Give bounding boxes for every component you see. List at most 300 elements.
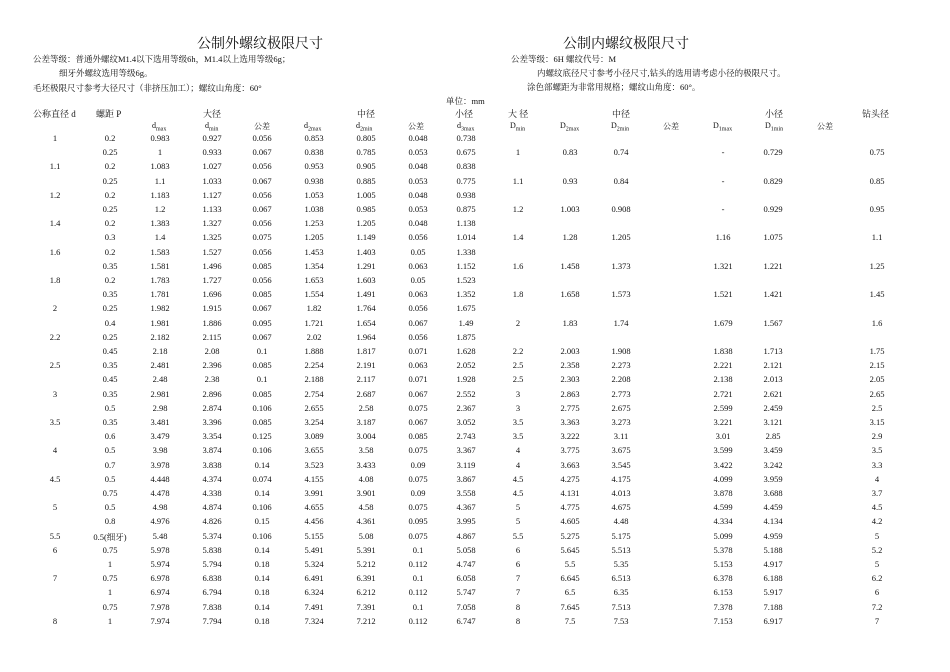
- cell-Dmin: 7: [515, 587, 521, 598]
- cell-D2max: 2.863: [560, 388, 580, 399]
- cell-D1min: 4.459: [763, 502, 783, 513]
- cell-pitch: 0.2: [104, 275, 116, 285]
- cell-d3max: 0.938: [456, 189, 476, 200]
- cell-tol-pitch: 0.048: [408, 189, 428, 200]
- cell-dmax: 1.783: [150, 275, 170, 285]
- cell-dmin: 6.794: [202, 587, 222, 598]
- cell-dmax: 3.481: [150, 417, 170, 427]
- cell-D1min: 1.421: [763, 289, 783, 300]
- cell-d2min: 0.905: [356, 161, 376, 172]
- cell-dmin: 0.927: [202, 133, 222, 143]
- cell-dmax: 1.982: [150, 303, 170, 314]
- cell-tol-major: 0.085: [252, 360, 272, 371]
- cell-d2max: 1.038: [304, 204, 324, 214]
- sub-D1max: $D_{1max}$: [713, 121, 733, 133]
- header-pitch-dia: 中径: [357, 109, 376, 119]
- cell-tol-major: 0.18: [254, 587, 270, 598]
- cell-D2max: 0.83: [562, 147, 578, 158]
- cell-D2min: 5.513: [611, 544, 631, 555]
- header-int-pitch: 中径: [612, 109, 631, 119]
- unit-label: 单位：mm: [446, 96, 485, 106]
- cell-D2max: 1.658: [560, 289, 580, 300]
- cell-d2min: 7.391: [356, 601, 376, 612]
- cell-tol-pitch: 0.067: [408, 317, 428, 328]
- cell-dmin: 2.896: [202, 388, 222, 399]
- cell-dmin: 1.915: [202, 303, 222, 314]
- cell-dmin: 4.826: [202, 516, 222, 527]
- cell-D1max: 2.599: [713, 402, 733, 413]
- cell-d2max: 2.02: [306, 331, 322, 342]
- cell-tol-pitch: 0.063: [408, 289, 428, 300]
- cell-D1max: 4.099: [713, 473, 733, 484]
- sub-tol-2: 公差: [408, 122, 424, 131]
- cell-D2min: 1.573: [611, 289, 631, 300]
- cell-dmin: 7.794: [202, 615, 222, 626]
- cell-Dmin: 4.5: [512, 473, 524, 484]
- cell-tol-major: 0.067: [252, 331, 272, 342]
- cell-D2min: 0.84: [613, 175, 629, 186]
- cell-d2min: 1.764: [356, 303, 376, 314]
- sub-tol-1: 公差: [254, 122, 270, 131]
- cell-d2max: 5.324: [304, 559, 324, 569]
- cell-d3max: 5.747: [456, 587, 476, 598]
- cell-d2min: 4.58: [358, 502, 374, 513]
- cell-tol-major: 0.15: [254, 516, 270, 527]
- cell-pitch: 0.2: [104, 218, 116, 229]
- cell-D2max: 5.275: [560, 530, 580, 541]
- cell-dmin: 6.838: [202, 573, 222, 584]
- sub-D2min: $D_{2min}$: [611, 121, 630, 133]
- cell-dmax: 3.479: [150, 431, 170, 442]
- sub-D1min: $D_{1min}$: [765, 121, 784, 133]
- cell-drill: 2.05: [869, 374, 885, 385]
- cell-d2max: 0.838: [304, 147, 324, 158]
- cell-pitch: 1: [107, 559, 113, 569]
- cell-d2max: 2.188: [304, 374, 324, 385]
- cell-d2max: 5.491: [304, 544, 324, 555]
- cell-d2max: 1.453: [304, 246, 324, 257]
- cell-d2min: 6.391: [356, 573, 376, 584]
- cell-tol-pitch: 0.075: [408, 530, 428, 541]
- cell-D2min: 7.513: [611, 601, 631, 612]
- cell-d2max: 1.653: [304, 275, 324, 285]
- cell-nominal: 2.2: [49, 331, 61, 342]
- cell-dmax: 4.448: [150, 473, 170, 484]
- cell-dmin: 5.374: [202, 530, 222, 541]
- cell-dmin: 3.874: [202, 445, 222, 456]
- cell-d2min: 3.004: [356, 431, 376, 442]
- cell-tol-pitch: 0.112: [408, 615, 428, 626]
- cell-drill: 1.45: [869, 289, 885, 300]
- cell-d3max: 5.058: [456, 544, 476, 555]
- sub-dmin: $d_{min}$: [205, 121, 219, 133]
- cell-pitch: 0.35: [102, 360, 118, 371]
- cell-tol-major: 0.075: [252, 232, 272, 243]
- sub-dmax: $d_{max}$: [152, 121, 167, 133]
- cell-pitch: 0.25: [102, 331, 118, 342]
- cell-dmin: 3.354: [202, 431, 222, 442]
- cell-nominal: 3: [52, 388, 58, 399]
- cell-tol-major: 0.18: [254, 615, 270, 626]
- cell-drill: 5: [874, 530, 880, 541]
- cell-D2max: 5.5: [564, 559, 576, 569]
- cell-d3max: 3.867: [456, 473, 476, 484]
- cell-drill: 0.75: [869, 147, 885, 158]
- cell-d3max: 2.552: [456, 388, 476, 399]
- cell-dmin: 1.496: [202, 260, 222, 271]
- cell-Dmin: 3.5: [512, 417, 524, 427]
- cell-tol-major: 0.095: [252, 317, 272, 328]
- cell-d2max: 6.324: [304, 587, 324, 598]
- cell-tol-major: 0.067: [252, 147, 272, 158]
- cell-tol-major: 0.056: [252, 218, 272, 229]
- cell-d2max: 1.888: [304, 346, 324, 356]
- cell-dmax: 7.978: [150, 601, 170, 612]
- cell-dmax: 2.18: [152, 346, 168, 356]
- cell-d3max: 4.747: [456, 559, 476, 569]
- cell-dmin: 5.794: [202, 559, 222, 569]
- cell-tol-pitch: 0.063: [408, 260, 428, 271]
- cell-d2min: 2.58: [358, 402, 374, 413]
- cell-D1max: 6.378: [713, 573, 733, 584]
- cell-d2min: 2.191: [356, 360, 376, 371]
- cell-D2max: 3.222: [560, 431, 580, 442]
- cell-Dmin: 6: [515, 544, 521, 555]
- cell-Dmin: 1.6: [512, 260, 524, 271]
- cell-pitch: 0.35: [102, 417, 118, 427]
- cell-pitch: 0.5: [104, 402, 116, 413]
- left-note-1: 公差等级：普通外螺纹M1.4以下选用等级6h，M1.4以上选用等级6g；: [33, 54, 291, 64]
- cell-tol-major: 0.14: [254, 601, 270, 612]
- cell-D2min: 1.373: [611, 260, 631, 271]
- cell-D1min: 5.917: [763, 587, 783, 598]
- cell-drill: 4: [874, 473, 880, 484]
- cell-D1min: 4.134: [763, 516, 783, 527]
- cell-pitch: 0.25: [102, 175, 118, 186]
- cell-dmax: 7.974: [150, 615, 170, 626]
- cell-D2min: 3.545: [611, 459, 631, 470]
- cell-nominal: 2.5: [49, 360, 61, 371]
- cell-d2max: 7.491: [304, 601, 324, 612]
- cell-Dmin: 2.5: [512, 360, 524, 371]
- cell-d3max: 3.558: [456, 488, 476, 498]
- cell-d3max: 1.138: [456, 218, 476, 229]
- cell-tol-pitch: 0.067: [408, 388, 428, 399]
- sub-d3max: $d_{3max}$: [457, 121, 475, 133]
- cell-tol-pitch: 0.05: [410, 246, 426, 257]
- cell-D1max: -: [721, 204, 725, 214]
- cell-dmax: 4.98: [152, 502, 168, 513]
- cell-d3max: 4.867: [456, 530, 476, 541]
- cell-D1max: 5.153: [713, 559, 733, 569]
- cell-D2min: 3.11: [613, 431, 629, 442]
- cell-nominal: 1.6: [49, 246, 61, 257]
- cell-d3max: 1.338: [456, 246, 476, 257]
- cell-dmax: 1.581: [150, 260, 170, 271]
- cell-d2max: 6.491: [304, 573, 324, 584]
- cell-d2min: 2.687: [356, 388, 376, 399]
- cell-nominal: 5.5: [49, 530, 61, 541]
- cell-d3max: 1.152: [456, 260, 476, 271]
- cell-d2max: 1.82: [306, 303, 322, 314]
- cell-tol-major: 0.106: [252, 530, 272, 541]
- cell-dmin: 1.127: [202, 189, 222, 200]
- cell-d2max: 1.205: [304, 232, 324, 243]
- cell-d2min: 6.212: [356, 587, 376, 598]
- cell-d3max: 6.747: [456, 615, 476, 626]
- cell-drill: 2.5: [871, 402, 883, 413]
- cell-pitch: 0.35: [102, 388, 118, 399]
- cell-drill: 3.3: [871, 459, 883, 470]
- cell-D1min: 3.121: [763, 417, 783, 427]
- cell-dmax: 4.976: [150, 516, 170, 527]
- cell-tol-pitch: 0.112: [408, 587, 428, 598]
- cell-D2max: 1.28: [562, 232, 578, 243]
- cell-d3max: 1.628: [456, 346, 476, 356]
- cell-D2max: 2.358: [560, 360, 580, 371]
- cell-Dmin: 1: [515, 147, 521, 158]
- cell-dmin: 4.338: [202, 488, 222, 498]
- cell-d2min: 4.08: [358, 473, 374, 484]
- cell-D1max: 1.838: [713, 346, 733, 356]
- cell-pitch: 0.75: [102, 544, 118, 555]
- cell-d3max: 4.367: [456, 502, 476, 513]
- cell-dmax: 1: [157, 147, 163, 158]
- cell-D2min: 4.48: [613, 516, 629, 527]
- cell-tol-major: 0.1: [256, 374, 268, 385]
- cell-d2min: 0.885: [356, 175, 376, 186]
- cell-nominal: 4.5: [49, 473, 61, 484]
- cell-tol-major: 0.085: [252, 289, 272, 300]
- cell-d3max: 2.743: [456, 431, 476, 442]
- cell-tol-major: 0.067: [252, 204, 272, 214]
- left-note-2: 细牙外螺纹选用等级6g。: [59, 68, 153, 78]
- cell-dmax: 1.1: [154, 175, 166, 186]
- cell-pitch: 1: [107, 615, 113, 626]
- cell-dmin: 0.933: [202, 147, 222, 158]
- cell-Dmin: 6: [515, 559, 521, 569]
- cell-nominal: 1.4: [49, 218, 61, 229]
- cell-D1min: 6.188: [763, 573, 783, 584]
- left-note-3: 毛坯极限尺寸参考大径尺寸（非挤压加工）；螺纹山角度：60°: [33, 83, 262, 93]
- cell-d2min: 0.985: [356, 204, 376, 214]
- cell-pitch: 0.3: [104, 232, 116, 243]
- cell-D1max: 2.221: [713, 360, 733, 371]
- cell-d2min: 3.58: [358, 445, 374, 456]
- cell-drill: 2.65: [869, 388, 885, 399]
- cell-tol-pitch: 0.056: [408, 232, 428, 243]
- cell-pitch: 0.35: [102, 260, 118, 271]
- cell-D1min: 6.917: [763, 615, 783, 626]
- cell-D2max: 4.131: [560, 488, 580, 498]
- cell-tol-pitch: 0.075: [408, 502, 428, 513]
- cell-d2max: 3.655: [304, 445, 324, 456]
- cell-pitch: 0.45: [102, 374, 118, 385]
- cell-D1max: 2.721: [713, 388, 733, 399]
- cell-tol-major: 0.067: [252, 175, 272, 186]
- cell-D1max: 3.221: [713, 417, 733, 427]
- cell-d2min: 0.805: [356, 133, 376, 143]
- cell-d2max: 2.655: [304, 402, 324, 413]
- cell-dmin: 1.696: [202, 289, 222, 300]
- cell-d3max: 3.995: [456, 516, 476, 527]
- cell-dmax: 2.182: [150, 331, 170, 342]
- cell-D1max: 5.378: [713, 544, 733, 555]
- cell-pitch: 0.35: [102, 289, 118, 300]
- cell-d3max: 0.738: [456, 133, 476, 143]
- cell-tol-pitch: 0.053: [408, 204, 428, 214]
- header-major: 大径: [203, 109, 222, 119]
- cell-Dmin: 3.5: [512, 431, 524, 442]
- cell-tol-major: 0.056: [252, 133, 272, 143]
- cell-d3max: 3.052: [456, 417, 476, 427]
- cell-d3max: 0.875: [456, 204, 476, 214]
- cell-tol-major: 0.056: [252, 189, 272, 200]
- cell-nominal: 6: [52, 544, 58, 555]
- cell-tol-pitch: 0.048: [408, 218, 428, 229]
- cell-tol-major: 0.1: [256, 346, 268, 356]
- cell-drill: 4.2: [871, 516, 883, 527]
- cell-D2max: 6.645: [560, 573, 580, 584]
- cell-Dmin: 4: [515, 459, 521, 470]
- cell-D1max: -: [721, 175, 725, 186]
- header-nominal: 公称直径 d: [33, 109, 76, 119]
- cell-D1min: 3.688: [763, 488, 783, 498]
- sub-D2max: $D_{2max}$: [560, 121, 580, 133]
- cell-dmax: 2.98: [152, 402, 168, 413]
- cell-D2max: 1.003: [560, 204, 580, 214]
- cell-D2min: 2.675: [611, 402, 631, 413]
- cell-nominal: 3.5: [49, 417, 61, 427]
- cell-dmin: 3.838: [202, 459, 222, 470]
- cell-d2min: 1.817: [356, 346, 376, 356]
- cell-d2max: 3.523: [304, 459, 324, 470]
- cell-dmin: 2.874: [202, 402, 222, 413]
- cell-tol-pitch: 0.112: [408, 559, 428, 569]
- cell-Dmin: 3: [515, 402, 521, 413]
- cell-dmax: 2.481: [150, 360, 170, 371]
- cell-tol-pitch: 0.075: [408, 445, 428, 456]
- cell-d2max: 0.938: [304, 175, 324, 186]
- cell-D1max: 1.16: [715, 232, 731, 243]
- cell-drill: 6.2: [871, 573, 883, 584]
- left-title: 公制外螺纹极限尺寸: [197, 37, 323, 52]
- cell-tol-major: 0.056: [252, 246, 272, 257]
- cell-Dmin: 1.2: [512, 204, 524, 214]
- cell-d2min: 1.205: [356, 218, 376, 229]
- sub-tol-4: 公差: [817, 122, 833, 131]
- cell-pitch: 0.25: [102, 204, 118, 214]
- cell-dmax: 1.083: [150, 161, 170, 172]
- cell-d2min: 0.785: [356, 147, 376, 158]
- cell-D1max: 3.422: [713, 459, 733, 470]
- cell-d2min: 5.08: [358, 530, 374, 541]
- cell-pitch: 0.75: [102, 573, 118, 584]
- cell-d2min: 4.361: [356, 516, 376, 527]
- cell-d3max: 1.928: [456, 374, 476, 385]
- cell-D2min: 1.205: [611, 232, 631, 243]
- cell-D1max: 2.138: [713, 374, 733, 385]
- cell-dmin: 3.396: [202, 417, 222, 427]
- right-title: 公制内螺纹极限尺寸: [563, 37, 689, 52]
- cell-tol-pitch: 0.071: [408, 346, 428, 356]
- cell-Dmin: 1.8: [512, 289, 524, 300]
- cell-D2max: 2.775: [560, 402, 580, 413]
- cell-tol-major: 0.056: [252, 275, 272, 285]
- cell-d2max: 7.324: [304, 615, 324, 626]
- cell-tol-pitch: 0.05: [410, 275, 426, 285]
- cell-pitch: 0.6: [104, 431, 116, 442]
- cell-dmin: 7.838: [202, 601, 222, 612]
- cell-nominal: 8: [52, 615, 58, 626]
- cell-tol-pitch: 0.1: [412, 544, 424, 555]
- cell-D1max: 4.599: [713, 502, 733, 513]
- cell-D1min: 2.013: [763, 374, 783, 385]
- cell-D2max: 4.775: [560, 502, 580, 513]
- cell-dmax: 5.974: [150, 559, 170, 569]
- cell-d2min: 1.403: [356, 246, 376, 257]
- cell-dmax: 0.983: [150, 133, 170, 143]
- cell-tol-pitch: 0.063: [408, 360, 428, 371]
- cell-D2max: 4.605: [560, 516, 580, 527]
- cell-dmax: 1.781: [150, 289, 170, 300]
- cell-D1min: 1.567: [763, 317, 783, 328]
- cell-d3max: 0.775: [456, 175, 476, 186]
- cell-D1max: 1.679: [713, 317, 733, 328]
- cell-Dmin: 2.2: [512, 346, 524, 356]
- cell-D2min: 3.273: [611, 417, 631, 427]
- cell-pitch: 0.5: [104, 445, 116, 456]
- cell-dmin: 4.874: [202, 502, 222, 513]
- cell-D2min: 2.273: [611, 360, 631, 371]
- cell-drill: 1.1: [871, 232, 883, 243]
- cell-D2min: 4.175: [611, 473, 631, 484]
- cell-tol-pitch: 0.085: [408, 431, 428, 442]
- cell-tol-major: 0.085: [252, 417, 272, 427]
- cell-drill: 7.2: [871, 601, 883, 612]
- cell-tol-major: 0.085: [252, 260, 272, 271]
- cell-pitch: 1: [107, 587, 113, 598]
- cell-D1max: 6.153: [713, 587, 733, 598]
- cell-D1max: 7.153: [713, 615, 733, 626]
- cell-d3max: 1.875: [456, 331, 476, 342]
- cell-nominal: 1.8: [49, 275, 61, 285]
- cell-drill: 7: [874, 615, 880, 626]
- cell-d3max: 2.052: [456, 360, 476, 371]
- cell-d2max: 1.554: [304, 289, 324, 300]
- cell-d3max: 1.014: [456, 232, 476, 243]
- cell-D1min: 4.917: [763, 559, 783, 569]
- header-int-minor: 小径: [765, 109, 784, 119]
- cell-D1max: 3.01: [715, 431, 731, 442]
- cell-tol-pitch: 0.075: [408, 473, 428, 484]
- cell-dmax: 1.183: [150, 189, 170, 200]
- cell-dmax: 2.981: [150, 388, 170, 399]
- cell-nominal: 7: [52, 573, 58, 584]
- header-pitch: 螺距 P: [96, 109, 122, 119]
- cell-D1max: 1.521: [713, 289, 733, 300]
- cell-tol-major: 0.14: [254, 488, 270, 498]
- cell-tol-pitch: 0.056: [408, 331, 428, 342]
- cell-pitch: 0.5: [104, 502, 116, 513]
- cell-tol-pitch: 0.053: [408, 147, 428, 158]
- sub-d2max: $d_{2max}$: [304, 121, 322, 133]
- header-drill: 钻头径: [862, 109, 890, 119]
- cell-d2max: 1.253: [304, 218, 324, 229]
- cell-dmin: 4.374: [202, 473, 222, 484]
- cell-D1max: -: [721, 147, 725, 158]
- cell-d3max: 3.119: [456, 459, 476, 470]
